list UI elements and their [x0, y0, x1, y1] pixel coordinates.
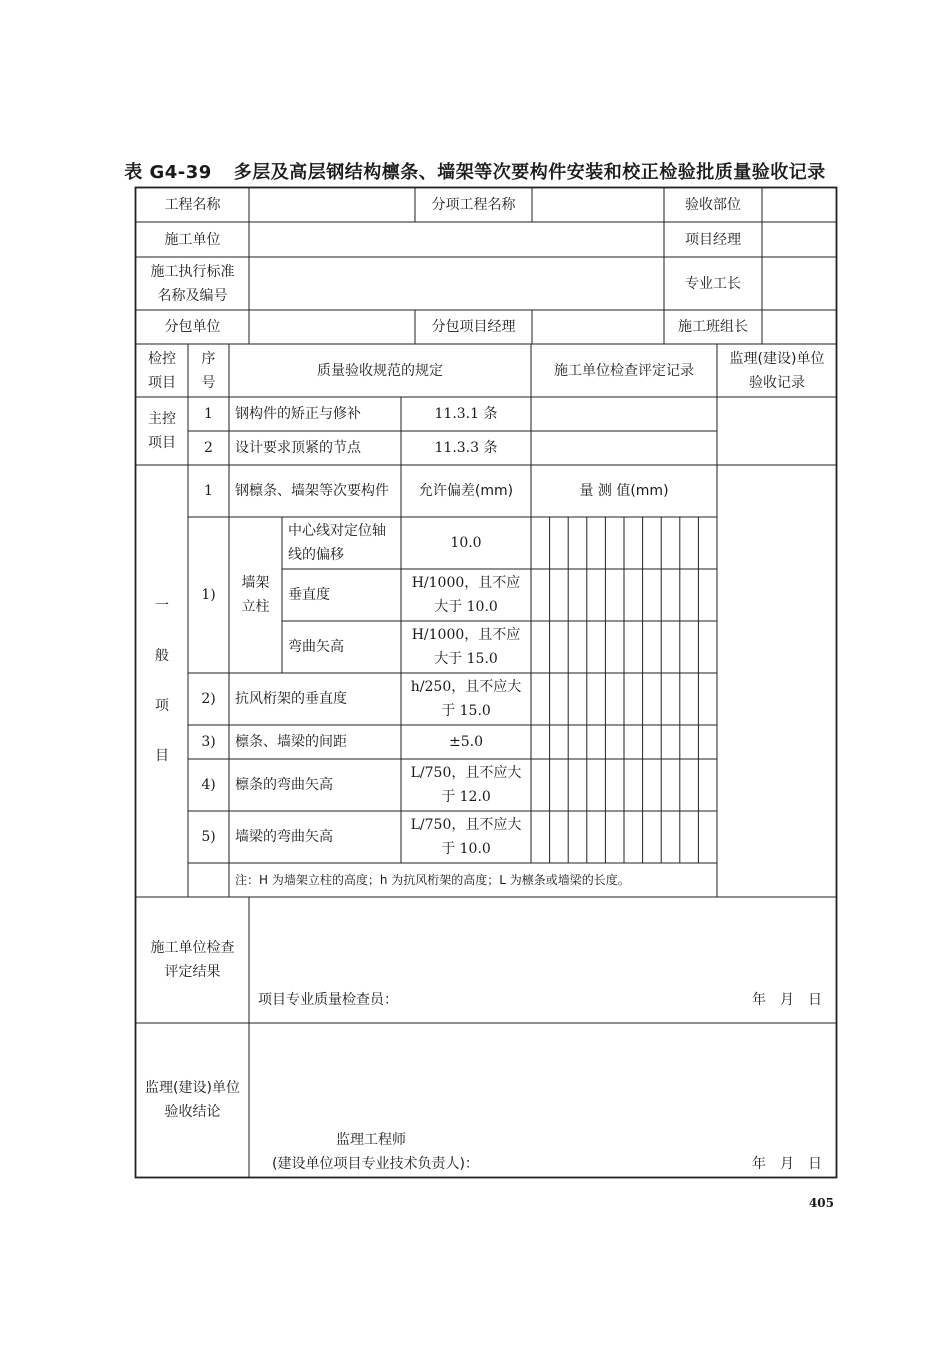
tolerance-header: 允许偏差(mm): [418, 483, 514, 499]
wall-frame-tol-1: 10.0: [450, 535, 482, 551]
supervision-header: 监理(建设)单位验收记录: [729, 350, 825, 391]
general-item1-no: 1: [204, 483, 213, 499]
wall-frame-item-2: 垂直度: [288, 587, 330, 603]
main-control-no-1: 1: [204, 406, 213, 422]
general-row-tol: h/250，且不应大于 15.0: [410, 679, 522, 719]
self-check-header: 施工单位检查评定记录: [554, 362, 694, 379]
wall-frame-label: 墙架立柱: [241, 575, 270, 615]
wall-frame-item-1: 中心线对定位轴线的偏移: [288, 523, 386, 563]
general-row-no: 5): [201, 829, 216, 845]
general-row-no: 2): [201, 691, 216, 707]
supervision-engineer-label: 监理工程师: [336, 1132, 406, 1148]
professional-foreman-label: 专业工长: [685, 275, 741, 292]
form-code: 表 G4-39: [124, 162, 212, 183]
result-label: 施工单位检查评定结果: [150, 940, 235, 980]
result-date: 年 月 日: [752, 992, 822, 1008]
form-title-text: 多层及高层钢结构檩条、墙架等次要构件安装和校正检验批质量验收记录: [233, 162, 826, 183]
project-manager-label: 项目经理: [685, 231, 741, 248]
team-leader-label: 施工班组长: [678, 319, 748, 335]
general-item1-name: 钢檩条、墙架等次要构件: [235, 483, 389, 499]
conclusion-date: 年 月 日: [752, 1156, 822, 1172]
general-label-char: 项: [155, 698, 169, 714]
measured-header: 量 测 值(mm): [579, 483, 669, 499]
general-label-char: 般: [155, 648, 169, 664]
standard-name-label: 施工执行标准名称及编号: [150, 263, 235, 304]
general-label-char: 目: [155, 748, 169, 764]
conclusion-label: 监理(建设)单位验收结论: [145, 1080, 240, 1120]
subcontract-unit-label: 分包单位: [164, 319, 221, 335]
wall-frame-tol-3: H/1000，且不应大于 15.0: [411, 627, 521, 667]
general-row-tol: ±5.0: [449, 734, 483, 750]
main-control-label: 主控项目: [148, 411, 176, 451]
general-row-no: 3): [201, 734, 216, 750]
seq-header: 序号: [201, 350, 216, 391]
category-header: 检控项目: [148, 350, 176, 391]
main-control-clause-2: 11.3.3 条: [434, 440, 498, 456]
owner-rep-label: (建设单位项目专业技术负责人)：: [272, 1156, 479, 1172]
sub-project-name-label: 分项工程名称: [431, 197, 516, 213]
wall-frame-tol-2: H/1000，且不应大于 10.0: [411, 575, 521, 615]
main-control-item-1: 钢构件的矫正与修补: [235, 406, 361, 422]
general-row-item: 檩条的弯曲矢高: [235, 777, 333, 793]
general-note: 注：H 为墙架立柱的高度；h 为抗风桁架的高度；L 为檩条或墙梁的长度。: [235, 873, 630, 887]
construction-unit-label: 施工单位: [164, 231, 221, 248]
wall-frame-item-3: 弯曲矢高: [288, 639, 344, 655]
inspector-label: 项目专业质量检查员：: [258, 992, 398, 1008]
subcontract-manager-label: 分包项目经理: [431, 319, 516, 335]
page-number: 405: [808, 1196, 834, 1210]
main-control-no-2: 2: [204, 440, 213, 456]
general-label-char: 一: [155, 598, 169, 614]
main-control-clause-1: 11.3.1 条: [434, 406, 498, 422]
general-row-no: 4): [201, 777, 216, 793]
general-label: [136, 465, 188, 897]
spec-header: 质量验收规范的规定: [317, 362, 443, 379]
general-row-tol: L/750，且不应大于 12.0: [410, 765, 522, 805]
general-row-item: 抗风桁架的垂直度: [235, 691, 347, 707]
general-row-item: 檩条、墙梁的间距: [235, 734, 347, 750]
general-row-item: 墙梁的弯曲矢高: [235, 829, 333, 845]
project-name-label: 工程名称: [164, 197, 221, 213]
acceptance-part-label: 验收部位: [685, 197, 741, 213]
main-control-item-2: 设计要求顶紧的节点: [235, 440, 361, 456]
wall-frame-no: 1): [201, 587, 216, 603]
general-row-tol: L/750，且不应大于 10.0: [410, 817, 522, 857]
